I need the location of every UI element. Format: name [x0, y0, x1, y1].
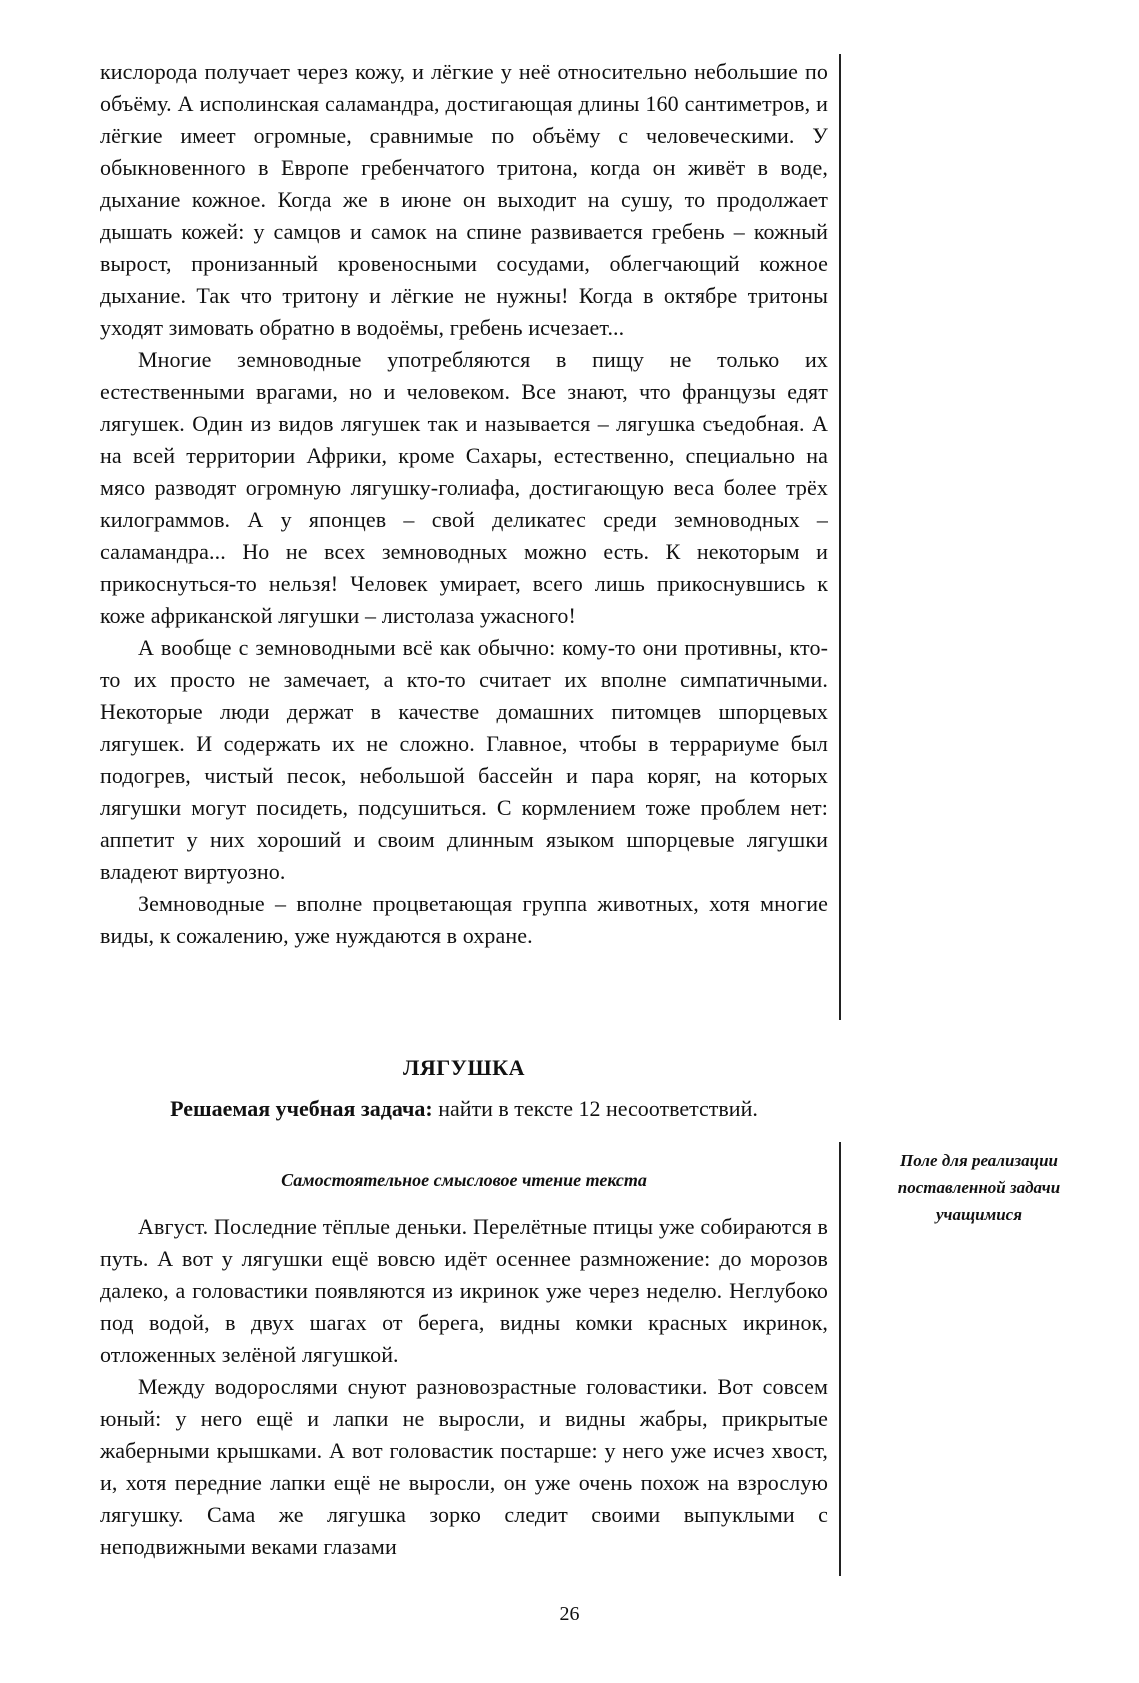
side-note: Поле для реализации поставленной задачи учащимися — [897, 1151, 1061, 1224]
paragraph: кислорода получает через кожу, и лёгкие у неё относительно небольшие по объёму. А исполинская саламандра, достигающая длины 160 сантиметров, и лёгкие имеет огромные, сравнимые по объёму с человеческими. У обыкновенного в Европе гребенчатого тритона, когда он живёт в воде, дыхание кожное. Когда же в июне он выходит на сушу, то продолжает дышать кожей: у самцов и самок на спине развивается гребень – кожный вырост, пронизанный кровеносными сосудами, облегчающий кожное дыхание. Так что тритону и лёгкие не нужны! Когда в октябре тритоны уходят зимовать обратно в водоёмы, гребень исчезает... — [100, 59, 828, 340]
task-text: найти в тексте 12 несоответствий. — [438, 1096, 758, 1121]
section-title: ЛЯГУШКА — [403, 1055, 525, 1080]
paragraph: А вообще с земноводными всё как обычно: кому-то они противны, кто-то их просто не замечает, а кто-то считает их вполне симпатичными. Некоторые люди держат в качестве домашних питомцев шпорцевых лягушек. И содержать их не сложно. Главное, чтобы в террариуме был подогрев, чистый песок, небольшой бассейн и пара коряг, на которых лягушки могут посидеть, подсушиться. С кормлением тоже проблем нет: аппетит у них хороший и своим длинным языком шпорцевые лягушки владеют виртуозно. — [100, 635, 828, 884]
paragraph: Земноводные – вполне процветающая группа животных, хотя многие виды, к сожалению, уже нуждаются в охране. — [100, 891, 828, 948]
margin-rule — [839, 1142, 841, 1576]
task-label: Решаемая учебная задача: — [170, 1096, 433, 1121]
paragraph: Многие земноводные употребляются в пищу не только их естественными врагами, но и человеком. Все знают, что французы едят лягушек. Один из видов лягушек так и называется – лягушка съедобная. А на всей территории Африки, кроме Сахары, естественно, специально на мясо разводят огромную лягушку-голиафа, достигающую веса более трёх килограммов. А у японцев – свой деликатес среди земноводных – саламандра... Но не всех земноводных можно есть. К некоторым и прикоснуться-то нельзя! Человек умирает, всего лишь прикоснувшись к коже африканской лягушки – листолаза ужасного! — [100, 347, 828, 628]
text-column-top — [100, 56, 828, 952]
paragraph: Август. Последние тёплые деньки. Перелётные птицы уже собираются в путь. А вот у лягушки ещё вовсю идёт осеннее размножение: до морозов далеко, а головастики появляются из икринок уже через неделю. Неглубоко под водой, в двух шагах от берега, видны комки красных икринок, отложенных зелёной лягушкой. — [100, 1214, 828, 1367]
learning-task — [100, 1096, 828, 1122]
page-number: 26 — [559, 1603, 580, 1625]
text-column-bottom — [100, 1211, 828, 1563]
margin-rule — [839, 54, 841, 1020]
subheading: Самостоятельное смысловое чтение текста — [281, 1170, 647, 1190]
paragraph: Между водорослями снуют разновозрастные головастики. Вот совсем юный: у него ещё и лапки не выросли, и видны жабры, прикрытые жаберными крышками. А вот головастик постарше: у него уже исчез хвост, и, хотя передние лапки ещё не выросли, он уже очень похож на взрослую лягушку. Сама же лягушка зорко следит своими выпуклыми с неподвижными веками глазами — [100, 1374, 828, 1559]
